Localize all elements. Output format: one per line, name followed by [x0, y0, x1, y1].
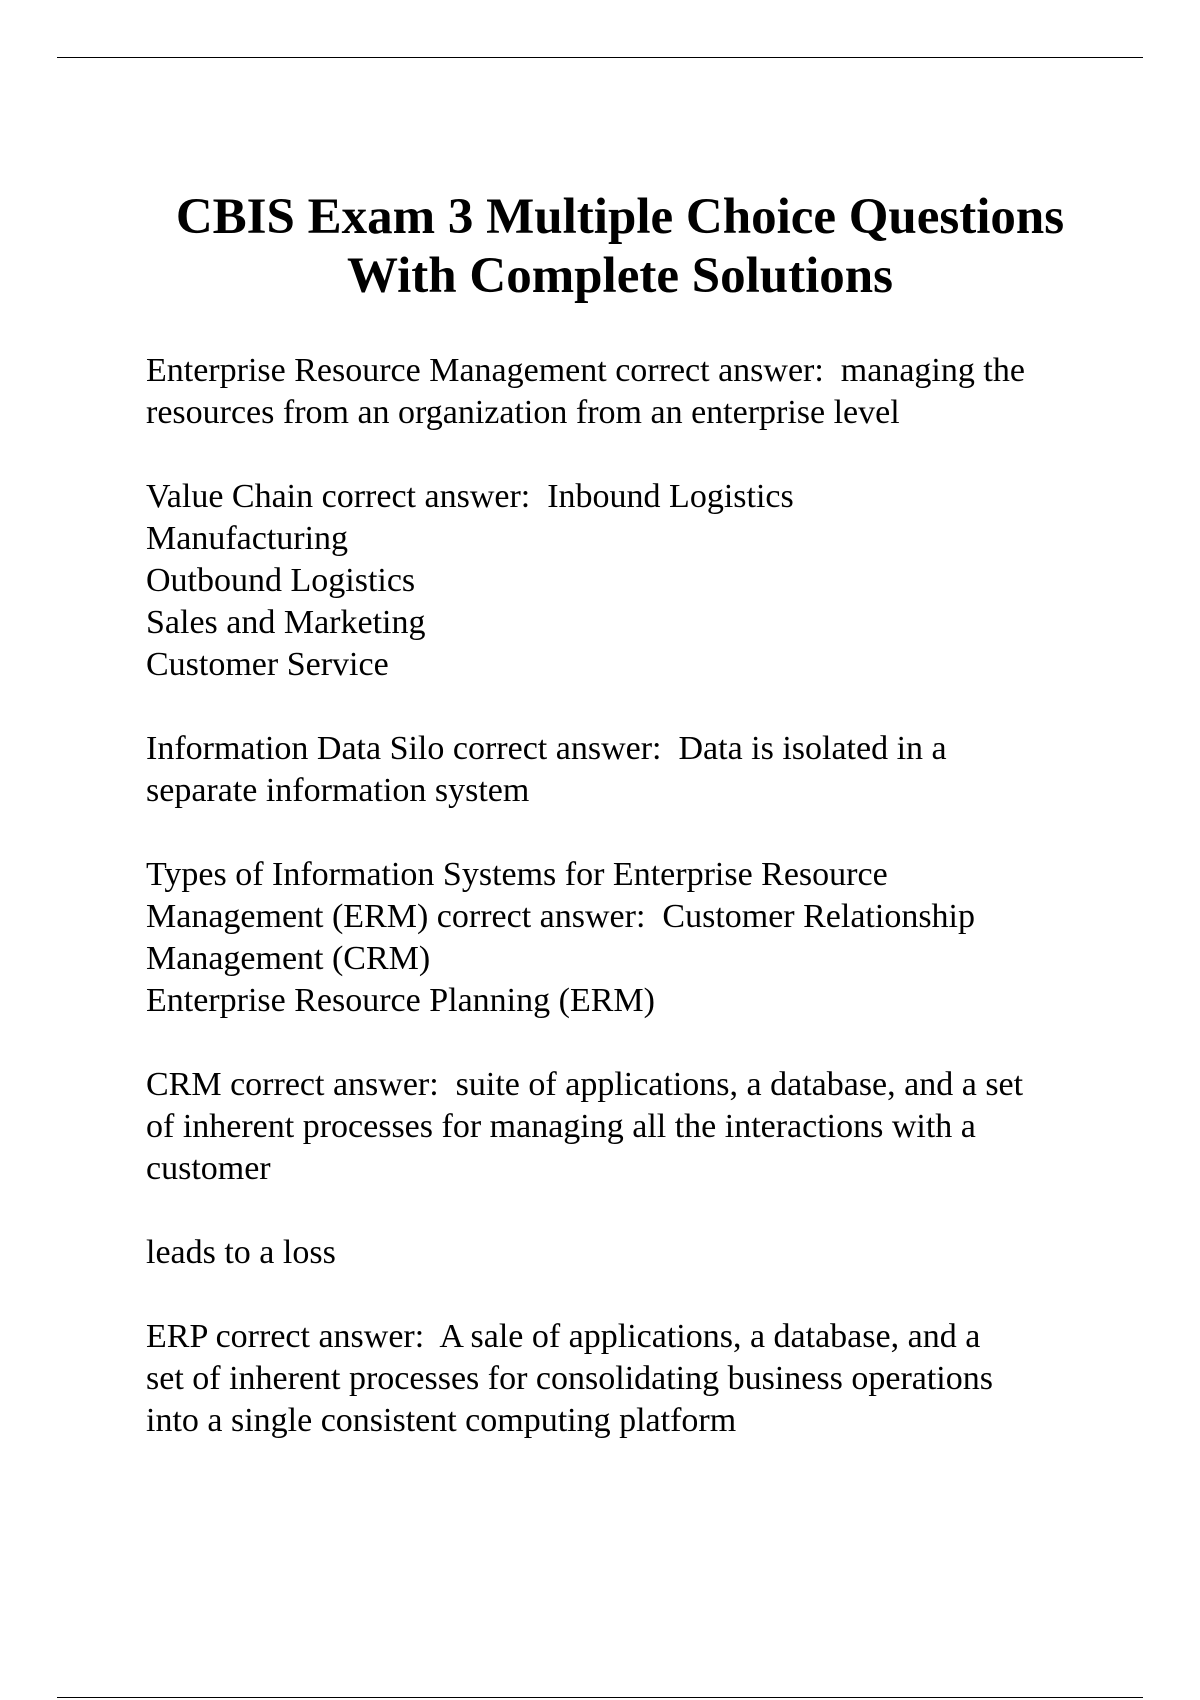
qa-line: resources from an organization from an enterprise level [146, 394, 900, 431]
qa-line: Enterprise Resource Planning (ERM) [146, 982, 655, 1019]
qa-line: ERP correct answer: A sale of applications, a database, and a [146, 1318, 981, 1355]
qa-line: of inherent processes for managing all the interactions with a [146, 1108, 976, 1145]
qa-line: Sales and Marketing [146, 604, 426, 641]
qa-line: separate information system [146, 772, 530, 809]
qa-line: into a single consistent computing platform [146, 1402, 737, 1439]
qa-line: Information Data Silo correct answer: Data is isolated in a [146, 730, 947, 767]
qa-line: leads to a loss [146, 1234, 336, 1271]
qa-line: Outbound Logistics [146, 562, 416, 599]
title-line-1: CBIS Exam 3 Multiple Choice Questions [175, 189, 1065, 245]
qa-line: set of inherent processes for consolidating business operations [146, 1360, 993, 1397]
top-rule [57, 57, 1143, 58]
qa-line: Management (CRM) [146, 940, 431, 977]
qa-line: Value Chain correct answer: Inbound Logistics [146, 478, 794, 515]
qa-entry-enterprise-resource-management [146, 350, 1106, 434]
qa-line: Types of Information Systems for Enterprise Resource [146, 856, 888, 893]
qa-line: Customer Service [146, 646, 389, 683]
qa-entry-leads-to-a-loss [146, 1232, 1106, 1274]
qa-line: Enterprise Resource Management correct answer: managing the [146, 352, 1025, 389]
qa-line: Manufacturing [146, 520, 349, 557]
qa-line: CRM correct answer: suite of applications, a database, and a set [146, 1066, 1024, 1103]
qa-entry-crm [146, 1064, 1106, 1190]
bottom-rule [57, 1697, 1143, 1698]
document-title [0, 188, 1200, 306]
qa-entry-erp [146, 1316, 1106, 1442]
qa-line: customer [146, 1150, 271, 1187]
qa-line: Management (ERM) correct answer: Customer Relationship [146, 898, 975, 935]
title-line-2: With Complete Solutions [347, 248, 893, 304]
qa-entry-information-data-silo [146, 728, 1106, 812]
qa-content [146, 350, 1106, 1484]
qa-entry-value-chain [146, 476, 1106, 686]
qa-entry-types-of-information-systems [146, 854, 1106, 1022]
